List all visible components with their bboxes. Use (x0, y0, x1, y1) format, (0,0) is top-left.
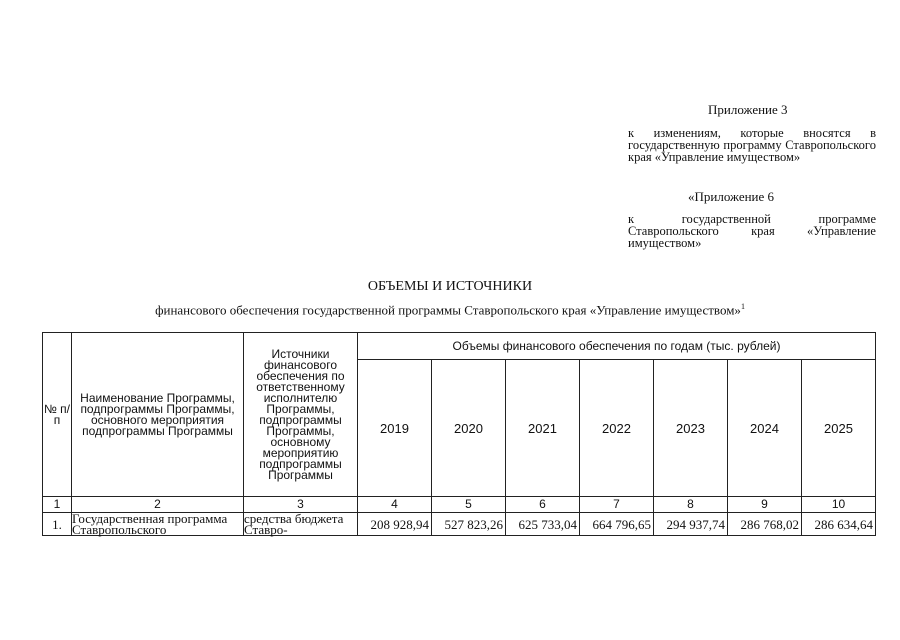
column-number: 9 (728, 497, 802, 513)
financing-table (42, 332, 876, 536)
header-year: 2024 (728, 360, 802, 497)
column-number: 6 (506, 497, 580, 513)
row-name: Государственная программа Ставропольского (72, 513, 244, 536)
column-number: 10 (802, 497, 876, 513)
header-number: № п/п (43, 333, 72, 497)
header-year: 2022 (580, 360, 654, 497)
row-number: 1. (43, 513, 72, 536)
header-volumes: Объемы финансового обеспечения по годам (тыс. рублей) (358, 333, 876, 360)
appendix-text: к изменениям, которые вносятся в государственную программу Ставропольского края «Управление имуществом» (628, 126, 876, 164)
document-subtitle (0, 302, 900, 318)
header-year: 2023 (654, 360, 728, 497)
row-value: 286 634,64 (802, 513, 876, 536)
row-value: 208 928,94 (358, 513, 432, 536)
row-source: средства бюджета Ставро- (244, 513, 358, 536)
row-value: 527 823,26 (432, 513, 506, 536)
document-title: ОБЪЕМЫ И ИСТОЧНИКИ (367, 279, 533, 294)
row-value: 664 796,65 (580, 513, 654, 536)
subtitle-text: финансового обеспечения государственной программы Ставропольского края «Управление имуществом» (155, 302, 741, 318)
row-value: 294 937,74 (654, 513, 728, 536)
row-value: 286 768,02 (728, 513, 802, 536)
column-number: 4 (358, 497, 432, 513)
appendix-sub-title: «Приложение 6 (688, 189, 775, 204)
header-year: 2019 (358, 360, 432, 497)
header-year: 2021 (506, 360, 580, 497)
column-number: 3 (244, 497, 358, 513)
header-year: 2020 (432, 360, 506, 497)
header-name: Наименование Программы, подпрограммы Программы, основного мероприятия подпрограммы Программы (72, 333, 244, 497)
appendix-sub-text: к государственной программе Ставропольского края «Управление имуществом» (628, 212, 876, 250)
column-number: 2 (72, 497, 244, 513)
header-year: 2025 (802, 360, 876, 497)
column-number: 8 (654, 497, 728, 513)
column-number: 5 (432, 497, 506, 513)
table-row (43, 513, 876, 536)
footnote-mark: 1 (740, 302, 745, 311)
column-number: 1 (43, 497, 72, 513)
column-number: 7 (580, 497, 654, 513)
appendix-title: Приложение 3 (708, 102, 788, 117)
header-source: Источники финансового обеспечения по ответственному исполнителю Программы, подпрограммы Программы, основному мероприятию подпрограммы Программы (244, 333, 358, 497)
row-value: 625 733,04 (506, 513, 580, 536)
